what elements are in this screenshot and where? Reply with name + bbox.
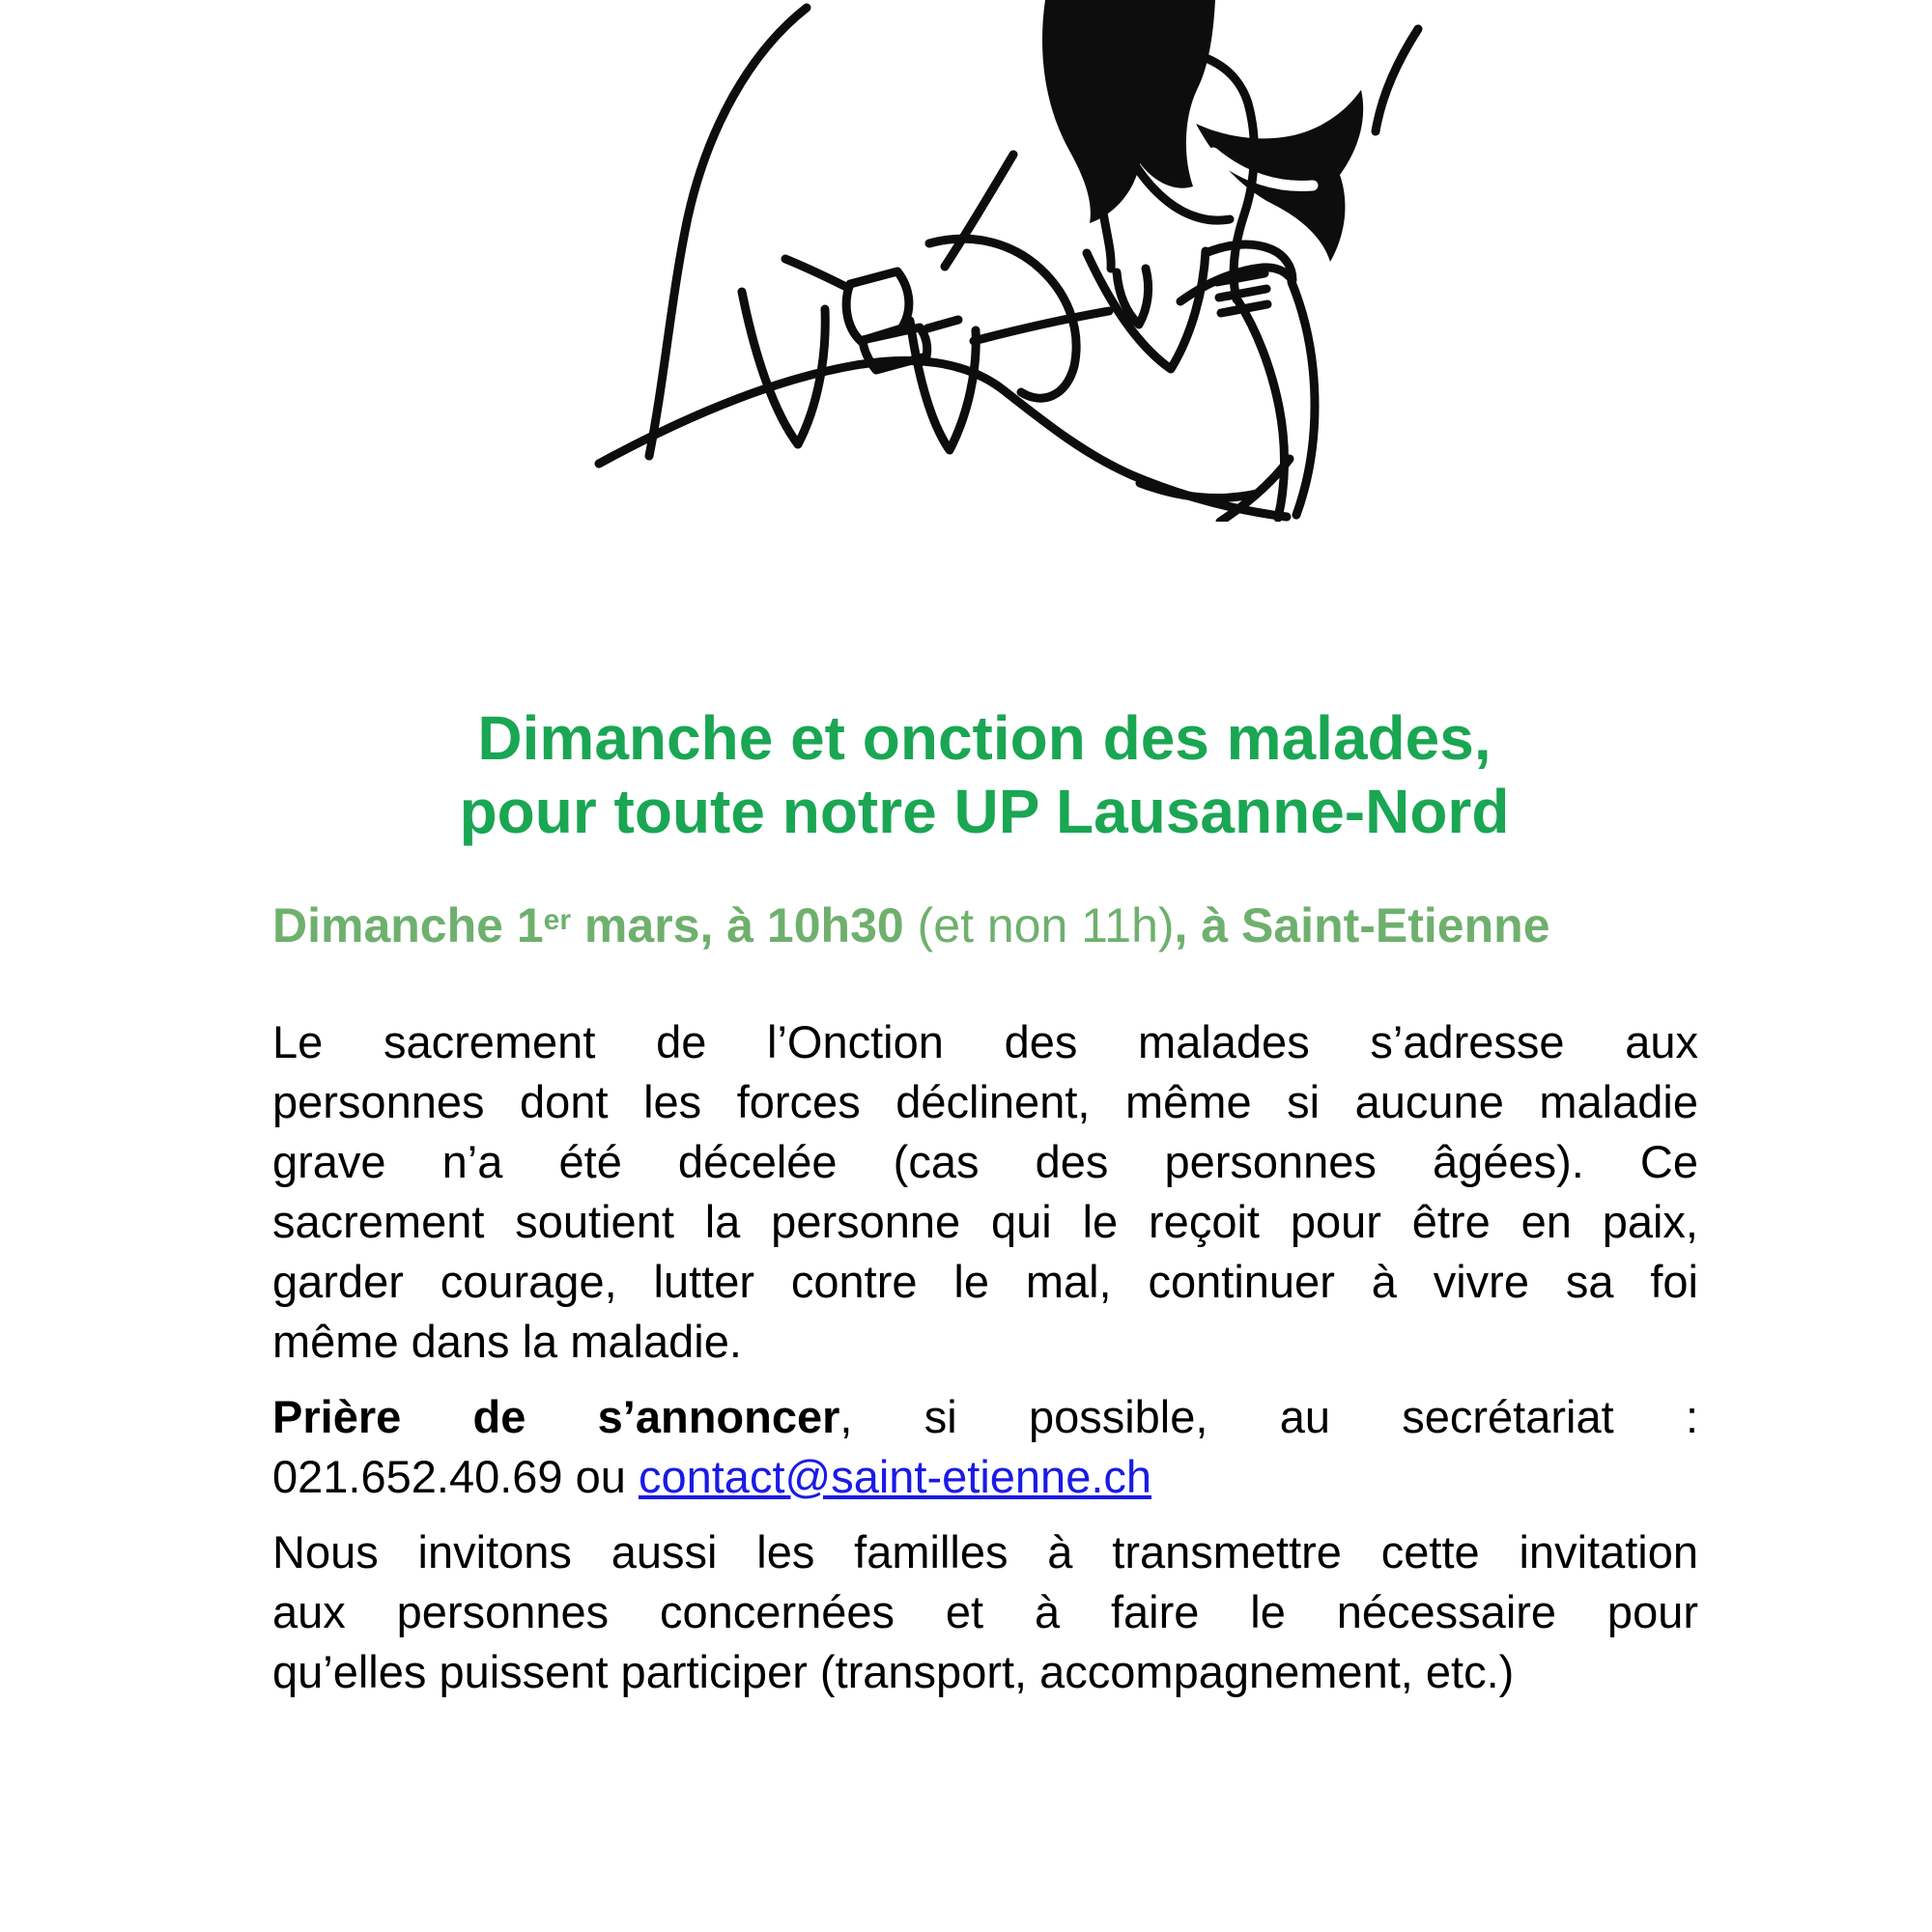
paragraph-sacrament [272,1012,1698,1372]
main-title [270,701,1698,848]
jesus-figure [599,0,1418,517]
text-line: Le sacrement de l’Onction des malades s’adresse aux [272,1016,1698,1067]
text-line [272,1447,1698,1507]
text-line: qu’elles puissent participer (transport, accompagnement, etc.) [272,1646,1515,1697]
event-place-bold: , à Saint-Etienne [1174,898,1550,952]
text-line: même dans la maladie. [272,1316,742,1367]
text-line: Nous invitons aussi les familles à transmettre cette invitation [272,1526,1698,1577]
text-line: sacrement soutient la personne qui le reçoit pour être en paix, [272,1196,1698,1247]
text-line: grave n’a été décelée (cas des personnes âgées). Ce [272,1136,1698,1187]
event-date-regular: (et non 11h) [917,898,1175,952]
event-date-bold-mid: mars, à 10h30 [571,898,918,952]
event-date-line [272,896,1700,962]
text-line: garder courage, lutter contre le mal, continuer à vivre sa foi [272,1256,1698,1307]
paragraph-invitation [272,1522,1698,1702]
contact-bold-intro: Prière de s’annoncer [272,1391,840,1442]
contact-rest: , si possible, au secrétariat : [839,1391,1698,1442]
paragraph-contact [272,1387,1698,1507]
text-line [272,1387,1698,1447]
text-line: personnes dont les forces déclinent, même si aucune maladie [272,1076,1698,1127]
body-text [272,1012,1698,1702]
main-title-line-1: Dimanche et onction des malades, [477,703,1492,773]
ordinal-superscript: er [543,903,572,936]
contact-phone: 021.652.40.69 ou [272,1451,639,1502]
main-title-line-2: pour toute notre UP Lausanne-Nord [459,777,1510,846]
email-link[interactable]: contact@saint-etienne.ch [638,1451,1152,1502]
anointing-illustration [541,0,1430,522]
text-line: aux personnes concernées et à faire le nécessaire pour [272,1586,1698,1637]
event-date-bold-prefix: Dimanche 1 [272,898,544,952]
